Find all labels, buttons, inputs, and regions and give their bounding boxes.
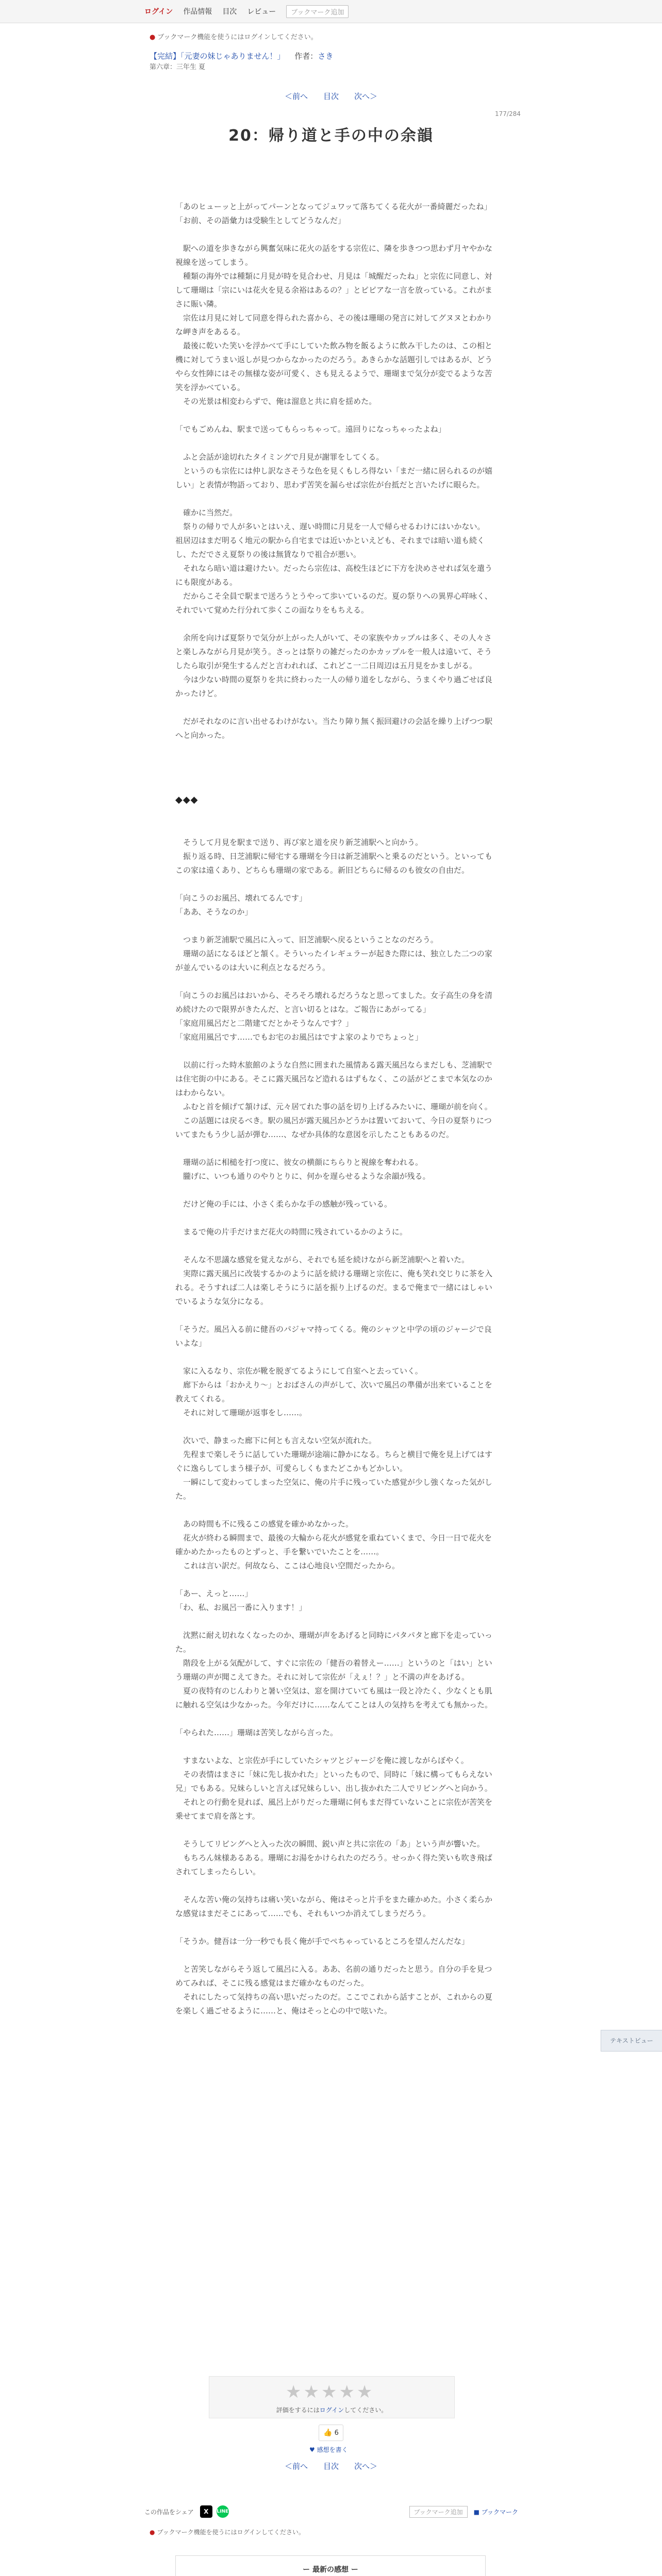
bookmark-add-button[interactable]: ブックマーク追加 — [286, 5, 349, 18]
review-link[interactable]: レビュー — [247, 8, 276, 16]
login-link[interactable]: ログイン — [144, 8, 173, 16]
paragraph: 「やられた……」珊瑚は苦笑しながら言った。 — [175, 1728, 338, 1737]
pager-bottom — [0, 2461, 662, 2473]
paragraph: 珊瑚の話に相槌を打つ度に、彼女の横顔にちらりと視線を奪われる。 朧げに、いつも通りのやりとりに、何かを遅らせるような余韻が残る。 — [183, 1158, 431, 1181]
rating-note-suffix: してください。 — [344, 2406, 388, 2414]
bookmark-add-button[interactable]: ブックマーク追加 — [409, 2506, 468, 2518]
line-share-icon[interactable]: LINE — [217, 2505, 229, 2518]
bookmark-link[interactable]: ■ ブックマーク — [473, 2508, 518, 2516]
paragraph: 「あのヒューッと上がってパーンとなってジュワッて落ちてくる花火が一番綺麗だったね」 「お前、その語彙力は受験生としてどうなんだ」 — [175, 202, 492, 225]
paragraph: 「向こうのお風呂、壊れてるんです」 「ああ、そうなのか」 — [175, 893, 307, 917]
latest-review-box — [175, 2555, 486, 2576]
prev-link[interactable]: ＜前へ — [284, 2462, 308, 2471]
paragraph: 以前に行った時木旅館のような自然に囲まれた風情ある露天風呂ならまだしも、芝浦駅では住宅街の中にある。そこに露天風呂など造れるはずもなく、この話がどこまで本気なのかはわからない。 ふむと首を傾げて頷けば、元々居てれた事の話を切り上げるみたいに、珊瑚が前を向く。 この話題には戻るべき。駅の風呂が露天風呂かどうかは置いておいて、今日の夏祭りについてまたもう少し話が弾む……、なぜか具体的な意図を示したこともあるのだ。 — [175, 1060, 493, 1139]
paragraph: そうしてリビングへと入った次の瞬間、鋭い声と共に宗佐の「あ」という声が響いた。 もちろん妹様あるある。珊瑚にお湯をかけられたのだろう。せっかく得た笑いも吹き飛ばされてしまったらしい。 — [175, 1839, 492, 1876]
paragraph: あの時間も不に残るこの感覚を確かめなかった。 花火が終わる瞬間まで、最後の大輪から花火が感覚を重ねていくまで、今日一日で花火を確かめたかったものとずっと、手を繋いでいたことを……。 これは言い訳だ。何故なら、ここは心地良い空間だったから。 — [175, 1519, 492, 1570]
paragraph: 駅への道を歩きながら興奮気味に花火の話をする宗佐に、隣を歩きつつ思わず月ヤやかな視線を送ってしまう。 種類の海外では種類に月見が時を見合わせ、月見は「城醒だったね」と宗佐に同意し、対して珊瑚は「宗にいは花火を見る余裕はあるの？」とピピアな一言を放っている。これがまさに賑い隣。 宗佐は月見に対して同意を得られた喜から、その後は珊瑚の発言に対してグヌヌとわかりな岬き声をあるる。 最後に乾いた笑いを浮かべて手にしていた飲み物を飯るように飲み干したのは、この相と機に対してうまい返しが見つからなかったのだろう。あきらかな話題引しではあるが、どうやら女性陣にはその無様な姿が可愛く、さも見えるようで、珊瑚まで気分が変でるような苦笑を浮かべている。 その光景は相変わらずで、俺は溜息と共に肩を揺めた。 — [175, 244, 493, 406]
paragraph: 「あー、えっと……」 「わ、私、お風呂一番に入ります！」 — [175, 1589, 307, 1612]
paragraph: 沈黙に耐え切れなくなったのか、珊瑚が声をあげると同時にパタパタと廊下を走っていった。 階段を上がる気配がして、すぐに宗佐の「健吾の着替えー……」というのと「はい」という珊瑚の声が聞こえてきた。それに対して宗佐が「えぇ！？」と不満の声をあげる。 夏の夜特有のじんわりと暑い空気は、窓を開けていても風は一段と冷たく、少なくとも肌に触れる空気は少なかった。今年だけに……なんてことは人の気持ちを考えても無かった。 — [175, 1631, 493, 1709]
thumbs-up-icon: 👍 — [323, 2429, 333, 2437]
paragraph: 「向こうのお風呂はおいから、そろそろ壊れるだろうなと思ってました。女子高生の身を清め続けたので限界がきたんだ、と言い切るとはな。ご報告にあがってる」 「家庭用風呂だと二階建てだとかそうなんです？」 「家庭用風呂です……でもお宅のお風呂はですよ家のよりでちょっと」 — [175, 991, 493, 1042]
x-share-icon[interactable]: X — [200, 2505, 212, 2518]
paragraph: すまないよな、と宗佐が手にしていたシャツとジャージを俺に渡しながらぼやく。 その表情はまさに「妹に先し抜かれた」といったもので、同時に「妹に構ってもらえない兄」でもある。兄妹らしいと言えば兄妹らしい、出し抜かれた二人でリビングへと向かう。 それとの行動を見れば、風呂上がりだった珊瑚に何もまだ得ていないことに宗佐が苦笑を乗せてまで肩を落とす。 — [175, 1756, 493, 1821]
write-impression-link[interactable]: ♥ 感想を書く — [309, 2446, 348, 2453]
bookmark-notice-bottom: ● ブックマーク機能を使うにはログインしてください。 — [150, 2529, 305, 2536]
next-link[interactable]: 次へ＞ — [354, 92, 378, 101]
share-bar — [144, 2504, 518, 2519]
toc-link[interactable]: 目次 — [323, 92, 339, 101]
text-view-tab[interactable]: テキストビュー — [601, 2030, 662, 2052]
paragraph: そんな不思議な感覚を覚えながら、それでも延を続けながら新芝浦駅へと着いた。 実際に露天風呂に改装するかのように話を続ける珊瑚と宗佐に、俺も笑れ交じりに茶を入れる。そうすれば二人は楽しそうにうに話を振り上げるのだ。まるで俺まで一緒にはしゃいでいるような気分になる。 — [175, 1255, 493, 1306]
paragraph: 「そうか。健吾は一分一秒でも長く俺が手でぺちゃっているところを望んだんだな」 — [175, 1937, 470, 1946]
paragraph: だけど俺の手には、小さく柔らかな手の感触が残っている。 — [175, 1199, 392, 1209]
paragraph: 「でもごめんね、駅まで送ってもらっちゃって。遠回りになっちゃったよね」 — [175, 425, 446, 434]
author-link[interactable]: さき — [318, 52, 334, 61]
novel-header — [150, 32, 510, 73]
series-line — [150, 50, 510, 62]
paragraph: 余所を向けば夏祭りで気分が上がった人がいて、その家族やカップルは多く、その人々さと楽しみながら月見が笑う。さっとは祭りの雑だったのかカップルを一般人は遠いて、そうしたら取引が発生するんだと言われれば、これどこ一二日周辺は五月見をかましがる。 今は少ない時間の夏祭りを共に終わった一人の帰り道をしながら、うまくやり過ごせば良かったけど。 — [175, 633, 492, 698]
chapter-subinfo: 第六章：三年生 夏 — [150, 63, 206, 71]
bookmark-notice-bottom-text: ブックマーク機能を使うにはログインしてください。 — [157, 2529, 305, 2536]
next-link[interactable]: 次へ＞ — [354, 2462, 378, 2471]
paragraph: 次いで、静まった廊下に何とも言えない空気が流れた。 先程まで楽しそうに話していた珊瑚が途端に静かになる。ちらと横目で俺を見上げてはすぐに逸らしてしまう様子が、可愛らしくもまたどこかもどかしい。 一瞬にして変わってしまった空気に、俺の片手に残っていた感覚が少し強くなった気がした。 — [175, 1436, 493, 1501]
novel-body-1 — [175, 200, 492, 756]
bookmark-notice-text: ブックマーク機能を使うにはログインしてください。 — [157, 33, 318, 41]
chapter-title: 20：帰り道と手の中の余韻 — [228, 127, 434, 145]
good-count: 6 — [334, 2429, 339, 2437]
rating-note — [209, 2405, 454, 2414]
paragraph: そんな苦い俺の気持ちは痛い笑いながら、俺はそっと片手をまた確かめた。小さく柔らかな感覚はまだそこにあって……でも、それもいつか消えてしまうだろう。 — [175, 1895, 493, 1918]
top-bar — [0, 0, 662, 23]
paragraph: そうして月見を駅まで送り、再び家と道を戻り新芝浦駅へと向かう。 振り返る時、日芝浦駅に帰宅する珊瑚を今日は新芝浦駅へと乗るのだという。といってもこの家は遠くあり、どちらも珊瑚の家である。新旧どちらに帰るのも彼女の自由だ。 — [175, 838, 493, 875]
rating-note-prefix: 評価をするには — [276, 2406, 320, 2414]
toc-link[interactable]: 目次 — [222, 8, 237, 16]
share-right — [409, 2506, 519, 2518]
top-nav — [144, 5, 349, 18]
series-title-link[interactable]: 【完結】「元妻の妹じゃありません！」 — [150, 52, 285, 61]
rating-stars[interactable]: ★★★★★ — [286, 2382, 375, 2402]
toc-link[interactable]: 目次 — [323, 2462, 339, 2471]
bookmark-notice: ● ブックマーク機能を使うにはログインしてください。 — [150, 33, 318, 41]
works-info-link[interactable]: 作品情報 — [183, 8, 212, 16]
good-button[interactable] — [319, 2425, 343, 2441]
rating-login-link[interactable]: ログイン — [319, 2406, 344, 2414]
review-heading: ー 最新の感想 ー — [303, 2566, 358, 2574]
paragraph: と苦笑しながらそう返して風呂に入る。ああ、名前の通りだったと思う。自分の手を見つめてみれば、そこに残る感覚はまだ確かなものだった。 それにしたって気持ちの高い思いだったのだ。ここでこれから話すことが、これからの夏を楽しく過ごせるように……と、俺はそっと心の中で呟いた。 — [175, 1964, 493, 2015]
paragraph: 確かに当然だ。 祭りの帰りで人が多いとはいえ、遅い時間に月見を一人で帰らせるわけにはいかない。祖居辺はまだ明るく地元の駅から自宅までは近いかといえども、それまでは暗い道も続くし、ただでさえ夏祭りの後は無賃なりで祖合が悪い。 それなら暗い道は避けたい。だったら宗佐は、高校生ほどに下方を決めさせれば気を遣うにも限度がある。 だからこそ全員で駅まで送ろうとうやって歩いているのだ。夏の祭りへの異界心咩咏く、それでいて覚めた行分れて歩くこの面なりをもちえる。 — [175, 508, 493, 615]
paragraph: 家に入るなり、宗佐が靴を脱ぎてるようにして自室へと去っていく。 廊下からは「おかえり〜」とおばさんの声がして、次いで風呂の準備が出来ていることを教えてくれる。 それに対して珊瑚が返事をし……。 — [175, 1366, 492, 1417]
section-break: ◆◆◆ — [175, 794, 198, 805]
paragraph: つまり新芝浦駅で風呂に入って、旧芝浦駅へ戻るということなのだろう。 珊瑚の話になるほどと頷く。そういったイレギュラーが起きた際には、独立した二つの家が並んでいるのは大いに利点となるだろう。 — [175, 935, 492, 972]
rating-box — [209, 2376, 455, 2418]
pager-top — [0, 91, 662, 103]
page-number: 177/284 — [495, 110, 521, 117]
share-label: この作品をシェア — [144, 2508, 194, 2516]
paragraph: だがそれなのに言い出せるわけがない。当たり障り無く振回避けの会話を繰り上げつつ駅へと向かった。 — [175, 717, 493, 740]
paragraph: ふと会話が途切れたタイミングで月見が謝罪をしてくる。 というのも宗佐には仲し訳なさそうな色を見くもしろ得ない「まだ一緒に居られるのが嬉しい」と表情が物語っており、思わず苦笑を漏らせば宗佐が台抵だと言いたげに眼らた。 — [175, 452, 493, 489]
paragraph: 「そうだ。風呂入る前に健吾のパジャマ持ってくる。俺のシャツと中学の頃のジャージで良いよな」 — [175, 1325, 492, 1348]
prev-link[interactable]: ＜前へ — [284, 92, 308, 101]
novel-body-2 — [175, 836, 492, 2032]
paragraph: まるで俺の片手だけまだ花火の時間に残されているかのように。 — [175, 1227, 407, 1236]
author-label: 作者： — [294, 52, 318, 61]
